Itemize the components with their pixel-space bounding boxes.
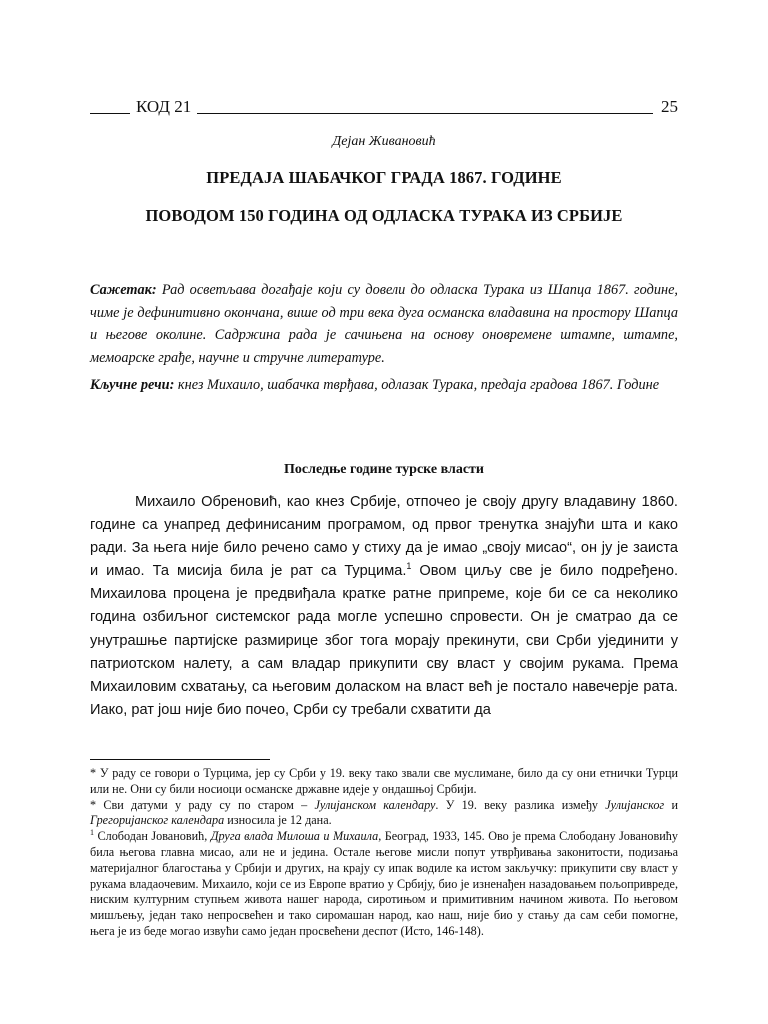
footnote-book-title: Друга влада Милоша и Михаила [210, 829, 379, 844]
body-text-part2: Овом циљу све је било подређено. Михаилова процена је предвиђала кратке ратне припреме, које би се са неколико година озбиљног системског рада могле успешно спровести. Он је сматрао да се унутрашње партијске размирице због тога морају прекинути, сви Срби ујединити у патриотском налету, а сам владар прикупити сву власт у својим рукама. Према Михаиловим схватању, са његовим доласком на власт већ је постало навечерје рата. Иако, рат још није био почео, Срби су требали схватити да [90, 563, 679, 718]
footnote-number: 1 [90, 828, 94, 838]
footnote-emphasis: Јулијанског [605, 797, 665, 812]
footnote-text: . У 19. веку разлика између [435, 797, 606, 812]
article-title: ПРЕДАЈА ШАБАЧКОГ ГРАДА 1867. ГОДИНЕ [206, 168, 562, 187]
author-name: Дејан Живановић [332, 134, 436, 149]
footnote-text: * Сви датуми у раду су по старом – [90, 797, 315, 812]
journal-code: КОД 21 [136, 97, 192, 116]
keywords [90, 374, 678, 397]
footnote-asterisk-1-text: * У раду се говори о Турцима, јер су Срби у 19. веку тако звали све муслимане, било да су они етнички Турци или не. Они су били носиоци османске државне идеје у ондашњој Србији. [90, 766, 678, 796]
footnote-text: износила је 12 дана. [224, 813, 332, 828]
header-rule-right [197, 113, 653, 114]
header-rule-left [90, 113, 130, 114]
footnote-ref-1[interactable]: 1 [406, 561, 412, 572]
abstract [90, 279, 678, 369]
running-header [90, 97, 678, 117]
abstract-label: Сажетак: [90, 282, 157, 298]
footnote-text: Слободан Јовановић, [94, 829, 211, 844]
page-number: 25 [661, 97, 678, 116]
footnote-text: , Београд, 1933, 145. Ово је према Слободану Јовановићу била његова главна мисао, али не и једина. Остале његове мисли попут утврђивања законитости, подизања материјалног благостања у Србији и других, на крају су ипак водиле ка истом закључку: прикупити сву власт у рукама владаочевим. Михаило, који се из Европе вратио у Србију, био је изненађен назадовањем пољопривреде, ниским културним ступњем живота нашег народа, сиротињом и примитивним начином живота. По његовом мишљењу, један тако непросвећен и тако сиромашан народ, као наш, није био у стању да сам себи помогне, њега је из беде могао извући само један просвећени деспот (Исто, 146-148). [90, 829, 678, 938]
body-text-part1: Михаило Обреновић, као кнез Србије, отпочео је своју другу владавину 1860. године са унапред дефинисаним програмом, од првог тренутка знајући шта и како ради. За њега није било речено само у стиху да је имао „своју мисао“, он ју је заиста и имао. Та мисија била је рат са Турцима. [90, 494, 678, 580]
keywords-text: кнез Михаило, шабачка тврђава, одлазак Турака, предаја градова 1867. Године [174, 377, 660, 393]
footnote-text: и [664, 797, 678, 812]
body-paragraph [90, 491, 678, 722]
article-subtitle: ПОВОДОМ 150 ГОДИНА ОД ОДЛАСКА ТУРАКА ИЗ СРБИЈЕ [145, 206, 623, 225]
keywords-label: Кључне речи: [90, 377, 175, 393]
footnote-1 [90, 829, 678, 940]
footnote-emphasis: Јулијанском календару [314, 797, 436, 812]
footnote-asterisk-2 [90, 798, 678, 830]
footnotes [90, 766, 678, 940]
footnote-divider [90, 759, 270, 760]
footnote-emphasis: Грегоријанског календара [90, 813, 225, 828]
section-heading: Последње године турске власти [284, 462, 484, 477]
footnote-asterisk-1 [90, 766, 678, 798]
abstract-text: Рад осветљава догађаје који су довели до одласка Турака из Шапца 1867. године, чиме је дефинитивно окончана, више од три века дуга османска владавина на простору Шапца и његове околине. Садржина рада је сачињена на основу оновремене штампе, штампе, мемоарске грађе, научне и стручне литературе. [90, 282, 678, 366]
